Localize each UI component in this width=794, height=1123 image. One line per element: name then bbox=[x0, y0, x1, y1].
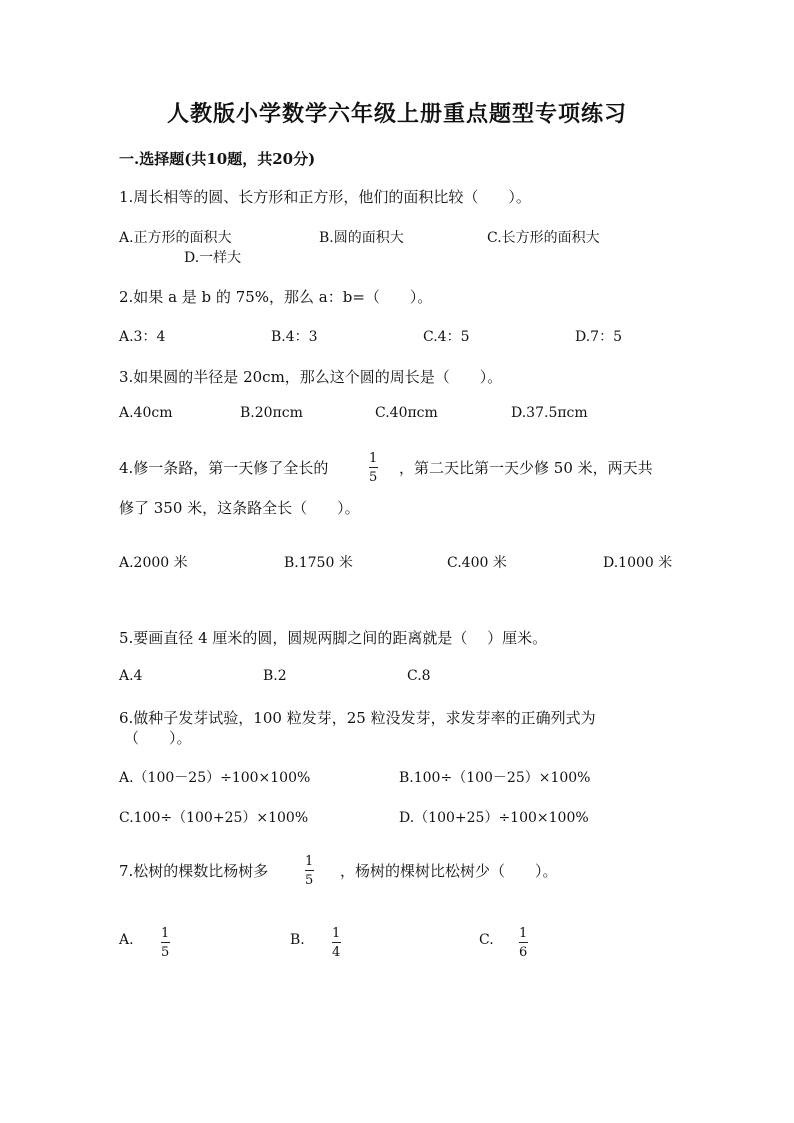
question-7-text-part1: 7.松树的棵数比杨树多 bbox=[119, 862, 269, 880]
fraction-denominator: 5 bbox=[305, 873, 314, 888]
question-3-option-b[interactable]: B.20πcm bbox=[240, 405, 303, 421]
question-6-option-d[interactable]: D.（100+25）÷100×100% bbox=[399, 810, 589, 826]
question-6-option-c[interactable]: C.100÷（100+25）×100% bbox=[119, 810, 309, 826]
question-1-option-c[interactable]: C.长方形的面积大 bbox=[487, 230, 600, 246]
fraction-numerator: 1 bbox=[369, 451, 378, 466]
question-5-option-c[interactable]: C.8 bbox=[407, 668, 431, 684]
fraction-denominator: 4 bbox=[332, 945, 341, 960]
question-4-text-part2: ，第二天比第一天少修 50 米，两天共 bbox=[399, 459, 653, 477]
question-6-text-part2: （ ）。 bbox=[124, 729, 192, 747]
fraction-numerator: 1 bbox=[332, 926, 341, 941]
question-3-option-a[interactable]: A.40cm bbox=[119, 405, 173, 421]
fraction-denominator: 6 bbox=[519, 945, 528, 960]
question-7-option-a-label[interactable]: A. bbox=[119, 932, 134, 948]
question-4-option-b[interactable]: B.1750 米 bbox=[284, 555, 353, 571]
question-4-text-part1: 4.修一条路，第一天修了全长的 bbox=[119, 459, 329, 477]
question-7-option-c-fraction[interactable] bbox=[517, 927, 529, 959]
question-7-fraction bbox=[303, 855, 315, 887]
question-5-option-b[interactable]: B.2 bbox=[263, 668, 287, 684]
question-5-option-a[interactable]: A.4 bbox=[119, 668, 143, 684]
question-7-option-b-label[interactable]: B. bbox=[290, 932, 305, 948]
question-2-option-c[interactable]: C.4：5 bbox=[423, 329, 470, 345]
fraction-denominator: 5 bbox=[369, 470, 378, 485]
question-7-text-part2: ，杨树的棵树比松树少（ ）。 bbox=[340, 862, 558, 880]
question-2-option-d[interactable]: D.7：5 bbox=[575, 329, 622, 345]
question-3-option-c[interactable]: C.40πcm bbox=[375, 405, 438, 421]
section-heading: 一.选择题(共10题，共20分) bbox=[119, 150, 316, 168]
question-2-option-b[interactable]: B.4：3 bbox=[271, 329, 318, 345]
question-7-option-a-fraction[interactable] bbox=[159, 927, 171, 959]
question-6-text-part1: 6.做种子发芽试验，100 粒发芽，25 粒没发芽，求发芽率的正确列式为 bbox=[119, 709, 596, 727]
page-title: 人教版小学数学六年级上册重点题型专项练习 bbox=[166, 101, 627, 127]
question-4-text-part3: 修了 350 米，这条路全长（ ）。 bbox=[119, 499, 360, 517]
question-1-option-a[interactable]: A.正方形的面积大 bbox=[119, 230, 232, 246]
question-6-option-b[interactable]: B.100÷（100－25）×100% bbox=[399, 770, 591, 786]
question-2-option-a[interactable]: A.3：4 bbox=[119, 329, 166, 345]
question-2-text: 2.如果 a 是 b 的 75%，那么 a：b=（ ）。 bbox=[119, 288, 433, 306]
fraction-numerator: 1 bbox=[305, 854, 314, 869]
question-3-option-d[interactable]: D.37.5πcm bbox=[511, 405, 588, 421]
question-4-option-c[interactable]: C.400 米 bbox=[447, 555, 507, 571]
fraction-numerator: 1 bbox=[161, 926, 170, 941]
fraction-numerator: 1 bbox=[519, 926, 528, 941]
question-3-text: 3.如果圆的半径是 20cm，那么这个圆的周长是（ ）。 bbox=[119, 368, 503, 386]
question-1-option-b[interactable]: B.圆的面积大 bbox=[319, 230, 404, 246]
question-7-option-c-label[interactable]: C. bbox=[479, 932, 494, 948]
question-4-fraction bbox=[367, 452, 379, 484]
question-1-option-d[interactable]: D.一样大 bbox=[184, 250, 242, 266]
question-7-option-b-fraction[interactable] bbox=[330, 927, 342, 959]
question-4-option-a[interactable]: A.2000 米 bbox=[119, 555, 188, 571]
question-1-text: 1.周长相等的圆、长方形和正方形，他们的面积比较（ ）。 bbox=[119, 188, 531, 206]
question-4-option-d[interactable]: D.1000 米 bbox=[603, 555, 673, 571]
question-5-text: 5.要画直径 4 厘米的圆，圆规两脚之间的距离就是（ ）厘米。 bbox=[119, 629, 548, 647]
question-6-option-a[interactable]: A.（100－25）÷100×100% bbox=[119, 770, 311, 786]
fraction-denominator: 5 bbox=[161, 945, 170, 960]
